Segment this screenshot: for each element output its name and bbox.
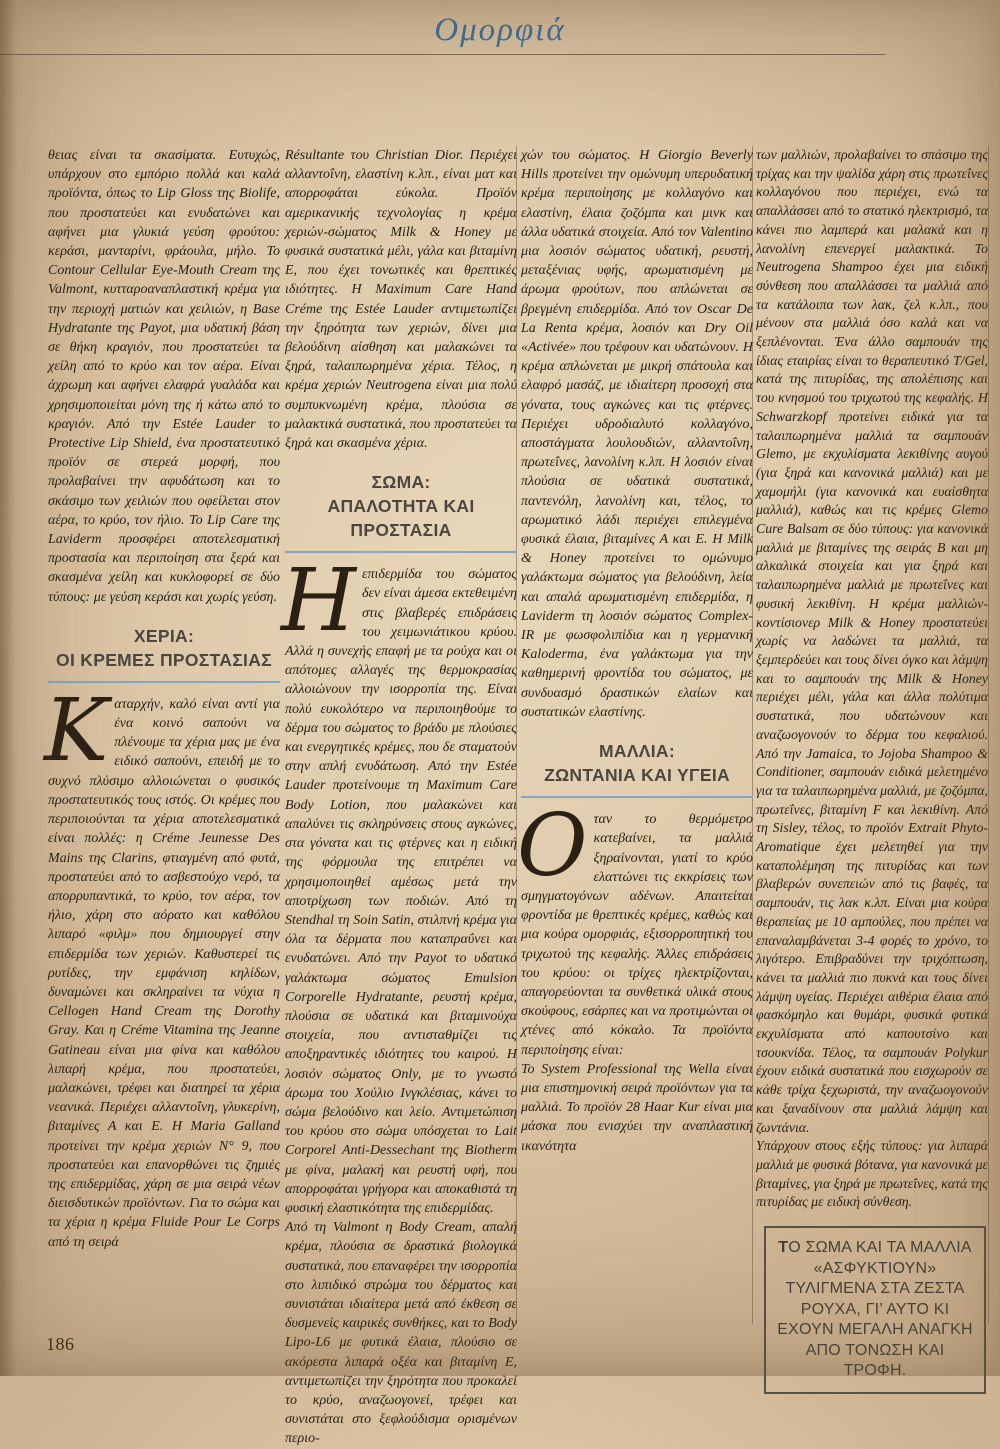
section-heading-hands: [48, 624, 280, 683]
page-number: 186: [46, 1334, 75, 1354]
text-column-1: [44, 146, 280, 1252]
drop-cap: Η: [281, 551, 356, 652]
text-column-3: [517, 146, 753, 1156]
body-paragraph: Résultante του Christian Dior. Περιέχει αλλαντοΐνη, ελαστίνη κ.λπ., είναι ματ και απορροφάται εύκολα. Προϊόν αμερικανικής τεχνολογίας η κρέμα χεριών-σώματος Milk & Honey με φυσικά συστατικά μέλι, γάλα και βιταμίνη Ε, που έχει τονωτικές και θρεπτικές ιδιότητες. Η Maximum Care Hand Créme της Estée Lauder αντιμετωπίζει την ξηρότητα των χεριών, δίνει μια βελούδινη αίσθηση και μαλακώνει τα ξηρά, ταλαιπωρημένα χέρια. Τέλος, η κρέμα χεριών Neutrogena είναι μια πολύ συμπυκνωμένη κρέμα, πλούσια σε μαλακτικά συστατικά, που προστατεύει τα ξηρά και σκασμένα χέρια.: [285, 148, 517, 452]
section-heading-body: [285, 470, 517, 553]
body-paragraph: θειας είναι τα σκασίματα. Ευτυχώς, υπάρχουν στο εμπόριο πολλά και καλά προϊόντα, όπως το Lip Gloss της Biolife, που προστατεύει και ενυδατώνει και αφήνει μια γλυκιά γεύση φρούτου: κεράσι, μανταρίνι, φράουλα, μήλο. Το Contour Cellular Eye-Mouth Cream της Valmont, κυτταροαναπλαστική κρέμα για την περιοχή ματιών και χειλιών, η Base Hydratante της Payot, μια υδατική βάση σε θήκη κραγιόν, που προστατεύει τα χείλη από το κρύο και τον αέρα. Είναι άχρωμη και αφήνει ελαφρά γυαλάδα και χρησιμοποιείται μόνη της ή κάτω από το κραγιόν. Από την Estée Lauder το Protective Lip Shield, ένα προστατευτικό προϊόν σε στερεά μορφή, που προλαβαίνει την αφυδάτωση και το σκάσιμο των χειλιών που οφείλεται στον αέρα, το κρύο, τον ήλιο. Το Lip Care της Laviderm προσφέρει αποτελεσματική προστασία και περιποίηση στα ξερά και σκασμένα χείλη και κυκλοφορεί σε δύο τύπους: με γεύση κεράσι και χωρίς γεύση.: [48, 148, 280, 605]
paragraph-text: αταρχήν, καλό είναι αντί για ένα κοινό σαπούνι να πλένουμε τα χέρια μας με ένα ειδικό σαπούνι, επειδή με το συχνό πλύσιμο αλλοιώνεται ο φυσικός προστατευτικός τους ιστός. Οι κρέμες που περιποιούνται τα χέρια αποτελεσματικά είναι πολλές: η Créme Jeunesse Des Mains της Clarins, φτιαγμένη από φυτά, προστατεύει από το ασβεστούχο νερό, τα απορρυπαντικά, το κρύο, τον αέρα, τον ήλιο, χάρη στο αόρατο και καθόλου λιπαρό «φιλμ» που δημιουργεί στην επιδερμίδα των χεριών. Καθυστερεί τις ρυτίδες, την εμφάνιση κηλίδων, δυναμώνει και σκληραίνει τα νύχια η Cellogen Hand Cream της Dorothy Gray. Και η Créme Vitamina της Jeanne Gatineau είναι μια φίνα και καθόλου λιπαρή κρέμα, που προστατεύει, μαλακώνει, τρέφει και διατηρεί τα χέρια νεανικά. Περιέχει αλλαντοΐνη, γλυκερίνη, βιταμίνες Α και Ε. Η Maria Galland προτείνει την κρέμα χεριών N° 9, που προστατεύει και επανορθώνει τις ζημιές της επιδερμίδας, χάρη σε μια σειρά νέων διεισδυτικών προϊόντων. Για το σώμα και τα χέρια η κρέμα Fluide Pour Le Corps από τη σειρά: [48, 696, 280, 1250]
paragraph-text: επιδερμίδα του σώματος δεν είναι άμεσα εκτεθειμένη στις βλαβερές επιδράσεις του χειμωνιάτικου κρύου. Αλλά η συνεχής επαφή με τα ρούχα και οι απότομες αλλαγές της θερμοκρασίας αλλοιώνουν την ισορροπία της. Είναι πολύ ευκολότερο να περιποιηθούμε το δέρμα του σώματος το βράδυ με πλούσιες και ενεργητικές κρέμες, που δε σταματούν στην απλή ενυδάτωση. Από την Estée Lauder προτείνουμε τη Maximum Care Body Lotion, που μαλακώνει και απαλύνει τις σκληρύνσεις στους αγκώνες, στα γόνατα και τις φτέρνες και η ειδική της φόρμουλα της επιτρέπει να χρησιμοποιηθεί αμέσως μετά την αποτρίχωση των ποδιών. Από τη Stendhal τη Soin Satin, στιλπνή κρέμα για όλα τα δέρματα που καταπραΰνει και ενυδατώνει. Από την Payot το υδατικό γαλάκτωμα σώματος Emulsion Corporelle Hydratante, ρευστή κρέμα, πλούσια σε υδατικά και βιταμινούχα στοιχεία, που αντισταθμίζει τις αποξηραντικές ιδιότητες του καιρού. Η λοσιόν σώματος Only, με το γνωστό άρωμα του Χούλιο Ινγκλέσιας, κάνει το σώμα βελούδινο και λείο. Αντιμετώπιση του κρύου στο σώμα υπόσχεται το Lait Corporel Anti-Dessechant της Biotherm με φίνα, μαλακή και ρευστή υφή, που απορροφάται γρήγορα και αποκαθιστά τη φυσική ελαστικότητα της επιδερμίδας.: [285, 567, 517, 1216]
body-paragraph: χών του σώματος. Η Giorgio Beverly Hills προτείνει την ομώνυμη υπερυδατική κρέμα περιποίησης με κολλαγόνο και ελαστίνη, έλαια ζοζόμπα και μινκ και άλλα υδατικά στοιχεία. Από τον Valentino μια λοσιόν σώματος υδατική, ρευστή, μεταξένιας υφής, αρωματισμένη με άρωμα φρούτων, που απλώνεται σε βρεγμένη επιδερμίδα. Από τον Oscar De La Renta κρέμα, λοσιόν και Dry Oil «Activée» που τρέφουν και υδατώνουν. Η κρέμα απλώνεται με μικρή σπάτουλα και ελαφρό μασάζ, με ιδιαίτερη προσοχή στα γόνατα, τους αγκώνες και τις φτέρνες. Περιέχει υδροδιαλυτό κολλαγόνο, αποστάγματα λουλουδιών, αλλαντοΐνη, πρωτεΐνες, λανολίνη κ.λπ. Η λοσιόν είναι πλούσια σε υδατικά συστατικά, παντενόλη, λανολίνη και, τέλος, το αρωματικό λάδι περιέχει επιλεγμένα φυσικά έλαια, βιταμίνες Α και Ε. Η Milk & Honey προτείνει το ομώνυμο γαλάκτωμα σώματος για βελούδινη, λεία και απαλά αρωματισμένη επιδερμίδα, η Laviderm τη λοσιόν σώματος Complex-IR με φωσφολιπίδια και η γερμανική Kaloderma, ένα γαλάκτωμα για την καθημερινή φροντίδα του σώματος, με συνδυασμό δραστικών ελαίων και συστατικών ελαστίνης.: [521, 148, 753, 720]
text-column-4: [756, 146, 988, 1394]
body-paragraph: [517, 796, 753, 1060]
header-rule: [0, 54, 886, 55]
heading-line: ΧΕΡΙΑ:: [133, 625, 195, 646]
body-paragraph: [44, 680, 280, 1252]
body-paragraph: των μαλλιών, προλαβαίνει το σπάσιμο της τρίχας και την ψαλίδα χάρη στις πρωτεΐνες κολλαγόνου που περιέχει, ενώ τα απαλλάσσει από το στατικό ηλεκτρισμό, τα κάνει πιο λαμπερά και μαλακά και η λανολίνη επενεργεί μαλακτικά. Το Neutrogena Shampoo έχει μια ειδική σύνθεση που απαλλάσσει τα μαλλιά από τα κατάλοιπα των λακ, ζελ κ.λπ., που μένουν στα μαλλιά όσο καλά και να ξεπλένονται. Ένα άλλο σαμπουάν της ίδιας εταιρίας είναι το θεραπευτικό T/Gel, κατά της πιτυρίδας, της απολέπισης και του κνησμού του τριχωτού της κεφαλής. Η Schwarzkopf προτείνει ειδικά για τα ταλαιπωρημένα μαλλιά τα σαμπουάν Glemo, με εκχυλίσματα λεκιθίνης αυγού (για ξηρά και κανονικά μαλλιά) και με χαμομήλι (για κανονικά και ευαίσθητα μαλλιά), καθώς και τις κρέμες Glemo Cure Balsam σε δύο τύπους: για κανονικά μαλλιά με βιταμίνες της σειράς Β και μη αλκαλικά στοιχεία και για ξηρά και ταλαιπωρημένα μαλλιά με πρωτεΐνες και φυσική λεκιθίνη. Η κρέμα μαλλιών-κοντίσιονερ Milk & Honey προστατεύει χωρίς να λαδώνει τα μαλλιά, τα ξεμπερδεύει και τους δίνει όγκο και λάμψη και το σαμπουάν της Milk & Honey περιέχει μέλι, γάλα και άλλα πολύτιμα συστατικά, που υδατώνουν και αναζωογονούν το δέρμα του κεφαλιού. Από την Jamaica, το Jojoba Shampoo & Conditioner, σαμπουάν ειδικά μελετημένο για τα ταλαιπωρημένα μαλλιά, με ζοζόμπα, πρωτεΐνες, βιταμίνη F και λεκιθίνη. Από τη Sisley, τέλος, το προϊόν Extrait Phyto-Aromatique έχει μελετηθεί για την καταπολέμηση της πιτυρίδας και των βλαβερών συνεπειών από τις βαφές, τα σαμπουάν, τις λακ κ.λπ. Είναι μια κούρα θεραπείας με 10 αμπούλες, που πρέπει να επαναλαμβάνεται 3-4 φορές το χρόνο, το λιγότερο. Επιβραδύνει την τριχόπτωση, κάνει τα μαλλιά πιο πυκνά και τους δίνει λάμψη υγείας. Περιέχει αιθέρια έλαια από φασκόμηλο και θυμάρι, φυσικά φυτικά εκχυλίσματα από καπουτσίνο και τσουκνίδα. Τέλος, τα σαμπουάν Polykur έχουν ειδικά συστατικά που εισχωρούν σε κάθε τρίχα ξεχωριστά, την αναζωογονούν και ξαναδίνουν στα μαλλιά λάμψη και ζωντάνια.: [756, 147, 988, 1135]
body-paragraph: Το System Professional της Wella είναι μια επιστημονική σειρά προϊόντων για τα μαλλιά. Το προϊόν 28 Haar Kur είναι μια μάσκα που ενισχύει την αναπλαστική ικανότητα: [521, 1061, 753, 1154]
text-column-2: [281, 146, 517, 1449]
scan-edge-shading: [0, 0, 16, 1376]
body-paragraph: Από τη Valmont η Body Cream, απαλή κρέμα, πλούσια σε δραστικά βιολογικά συστατικά, που επαναφέρει την ισορροπία στο λιπιδικό στρώμα του δέρματος και συνιστάται ιδιαίτερα μετά από έκθεση σε δυσμενείς καιρικές συνθήκες, και το Body Lipo-L6 με φυτικά έλαια, πλούσιο σε ακόρεστα λιπαρά οξέα και βιταμίνη Ε, αντιμετωπίζει την ξηρότητα που προκαλεί το κρύο, αναζωογονεί, τρέφει και συνιστάται στο ξεφλούδισμα ορισμένων περιο-: [285, 1220, 517, 1447]
drop-cap: Ο: [517, 796, 588, 897]
callout-box: ΤΟ ΣΩΜΑ ΚΑΙ ΤΑ ΜΑΛΛΙΑ «ΑΣΦΥΚΤΙΟΥΝ» ΤΥΛΙΓΜΕΝΑ ΣΤΑ ΖΕΣΤΑ ΡΟΥΧΑ, ΓΙ’ ΑΥΤΟ ΚΙ ΕΧΟΥΝ ΜΕΓΑΛΗ ΑΝΑΓΚΗ ΑΠΟ ΤΟΝΩΣΗ ΚΑΙ ΤΡΟΦΗ.: [764, 1226, 986, 1394]
paragraph-text: ταν το θερμόμετρο κατεβαίνει, τα μαλλιά ξηραίνονται, γιατί το κρύο ελαττώνει τις εκκρίσεις των σμηγματογόνων αδένων. Απαιτείται φροντίδα με θρεπτικές κρέμες, καθώς και μια κούρα ομορφιάς, εξισορροπητική του τριχωτού της κεφαλής. Άλλες επιδράσεις του κρύου: οι τρίχες ηλεκτρίζονται, απαγορεύονται τα συνθετικά υλικά στους σκούφους, εσάρπες και να προτιμώνται οι χτένες από κόκαλο. Τα προϊόντα περιποίησης είναι:: [521, 812, 753, 1058]
heading-line: ΖΩΝΤΑΝΙΑ ΚΑΙ ΥΓΕΙΑ: [544, 765, 730, 786]
section-title: Ομορφιά: [434, 12, 566, 48]
heading-line: ΟΙ ΚΡΕΜΕΣ ΠΡΟΣΤΑΣΙΑΣ: [56, 649, 272, 670]
body-paragraph: Υπάρχουν στους εξής τύπους: για λιπαρά μαλλιά με φυσικά βότανα, για κανονικά με βιταμίνες, για ξηρά με πρωτεΐνες, κατά της πιτυρίδας με ειδική σύνθεση.: [756, 1138, 988, 1210]
drop-cap: Κ: [44, 680, 109, 781]
body-paragraph: [281, 551, 517, 1218]
section-heading-hair: [521, 739, 753, 798]
heading-line: ΑΠΑΛΟΤΗΤΑ ΚΑΙ ΠΡΟΣΤΑΣΙΑ: [327, 496, 475, 541]
heading-line: ΜΑΛΛΙΑ:: [599, 741, 675, 762]
column-divider: [988, 146, 989, 1324]
heading-line: ΣΩΜΑ:: [371, 472, 431, 493]
